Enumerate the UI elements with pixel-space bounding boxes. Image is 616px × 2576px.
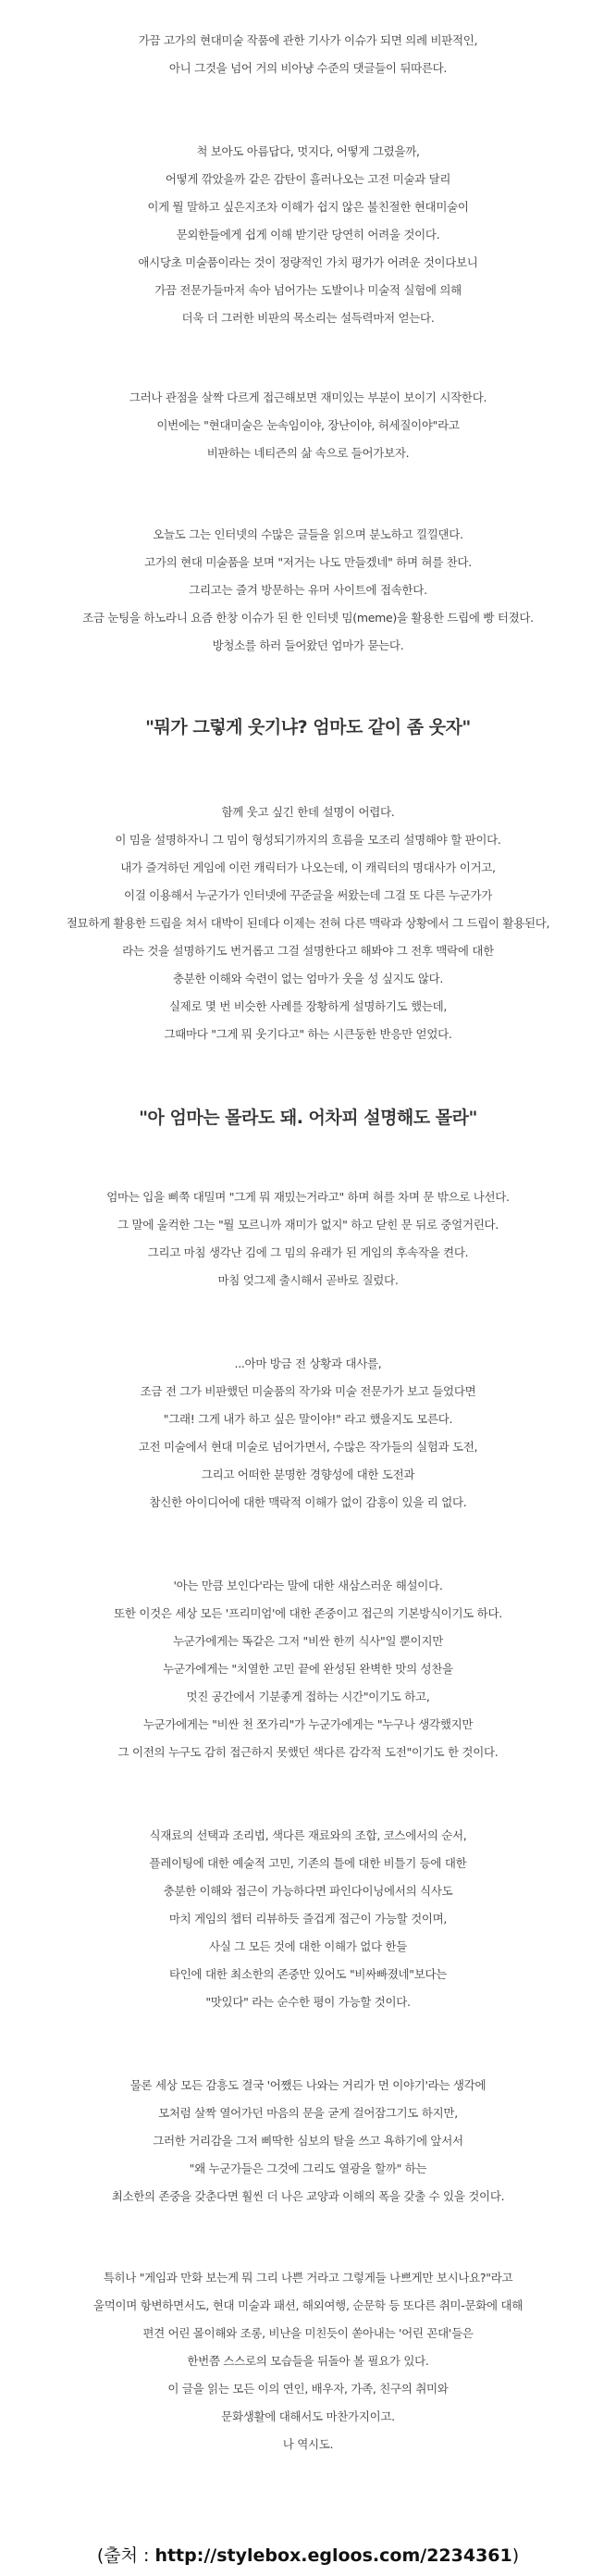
source-link[interactable]: http://stylebox.egloos.com/2234361	[154, 2545, 512, 2566]
text-line: 오늘도 그는 인터넷의 수많은 글들을 읽으며 분노하고 낄낄댄다.	[153, 527, 463, 541]
text-line: 함께 웃고 싶긴 한데 설명이 어렵다.	[221, 805, 395, 819]
text-line: 문화생활에 대해서도 마찬가지이고.	[221, 2409, 395, 2423]
text-line: 또한 이것은 세상 모든 '프리미엄'에 대한 존중이고 접근의 기본방식이기도 하다.	[114, 1606, 502, 1620]
text-line: 라는 것을 설명하기도 번거롭고 그걸 설명한다고 해봐야 그 전후 맥락에 대한	[122, 944, 494, 958]
text-line: 그 말에 울컥한 그는 "뭘 모르니까 재미가 없지" 하고 닫힌 문 뒤로 중얼거린다.	[117, 1218, 499, 1232]
text-line: 그러한 거리감을 그저 삐딱한 심보의 탈을 쓰고 욕하기에 앞서서	[153, 2134, 463, 2148]
text-line: '아는 만큼 보인다'라는 말에 대한 새삼스러운 해설이다.	[173, 1579, 443, 1592]
text-line: 한번쯤 스스로의 모습들을 뒤돌아 볼 필요가 있다.	[187, 2354, 429, 2368]
paragraph-meme-explanation	[0, 799, 616, 1048]
paragraph-classic-vs-modern	[0, 138, 616, 332]
text-line: 그리고 어떠한 분명한 경향성에 대한 도전과	[201, 1468, 415, 1481]
text-line: 실제로 몇 번 비슷한 사례를 장황하게 설명하기도 했는데,	[168, 999, 448, 1013]
text-line: 누군가에게는 "비싼 천 쪼가리"가 누군가에게는 "누구나 생각했지만	[142, 1717, 474, 1731]
text-line: 조금 눈팅을 하노라니 요즘 한창 이슈가 된 한 인터넷 밈(meme)을 활용한 드립에 빵 터졌다.	[82, 611, 534, 625]
paragraph-mom-reaction	[0, 1183, 616, 1294]
source-prefix: (출처 :	[96, 2545, 155, 2566]
text-line: 어떻게 깎았을까 같은 감탄이 흘러나오는 고전 미술과 달리	[165, 172, 451, 186]
text-line: 그러나 관점을 살짝 다르게 접근해보면 재미있는 부분이 보이기 시작한다.	[129, 390, 487, 404]
text-line: 충분한 이해와 접근이 가능하다면 파인다이닝에서의 식사도	[163, 1884, 453, 1898]
text-line: 내가 즐겨하던 게임에 이런 캐릭터가 나오는데, 이 캐릭터의 명대사가 이거고,	[120, 861, 496, 874]
text-line: 엄마는 입을 삐쭉 대밀며 "그게 뭐 재밌는거라고" 하며 혀를 차며 문 밖으로 나선다.	[106, 1190, 510, 1204]
text-line: "왜 누군가들은 그것에 그리도 열광을 할까" 하는	[189, 2161, 427, 2175]
text-line: 그 이전의 누구도 감히 접근하지 못했던 색다른 감각적 도전"이기도 한 것이다.	[117, 1745, 499, 1759]
text-line: 최소한의 존중을 갖춘다면 훨씬 더 나은 교양과 이해의 폭을 갖출 수 있을 것이다.	[111, 2189, 505, 2203]
text-line: 절묘하게 활용한 드립을 쳐서 대박이 된데다 이제는 전혀 다른 맥락과 상황에서 그 드립이 활용된다,	[66, 916, 550, 930]
paragraph-artist-perspective	[0, 1350, 616, 1517]
paragraph-fine-dining	[0, 1822, 616, 2016]
text-line: 아니 그것을 넘어 거의 비아냥 수준의 댓글들이 뒤따른다.	[168, 61, 448, 75]
text-line: 그리고는 즐겨 방문하는 유머 사이트에 접속한다.	[189, 583, 427, 597]
text-line: 타인에 대한 최소한의 존중만 있어도 "비싸빠졌네"보다는	[168, 1967, 448, 1981]
text-line: ...아마 방금 전 상황과 대사를,	[234, 1356, 382, 1370]
text-line: 애시당초 미술품이라는 것이 정량적인 가치 평가가 어려운 것이다보니	[138, 255, 478, 269]
source-citation	[0, 2542, 616, 2570]
text-line: "맛있다" 라는 순수한 평이 가능할 것이다.	[205, 1995, 411, 2009]
text-line: 마치 게임의 챕터 리뷰하듯 즐겁게 접근이 가능할 것이며,	[168, 1912, 448, 1926]
text-line: 고전 미술에서 현대 미술로 넘어가면서, 수많은 작가들의 실험과 도전,	[138, 1440, 478, 1454]
text-line: 척 보아도 아름답다, 멋지다, 어떻게 그렸을까,	[196, 144, 420, 158]
text-line: 방청소를 하러 들어왔던 엄마가 묻는다.	[212, 638, 404, 652]
paragraph-new-perspective	[0, 384, 616, 467]
quote-heading-mom-question: "뭐가 그렇게 웃기냐? 엄마도 같이 좀 웃자"	[145, 717, 471, 737]
text-line: 모처럼 살짝 열어가던 마음의 문을 굳게 걸어잠그기도 하지만,	[158, 2106, 458, 2120]
text-line: 마침 엊그제 출시해서 곧바로 질렀다.	[217, 1273, 399, 1287]
text-line: 이번에는 "현대미술은 눈속임이야, 장난이야, 허세질이야"라고	[156, 418, 460, 432]
text-line: 이걸 이용해서 누군가가 인터넷에 꾸준글을 써왔는데 그걸 또 다른 누군가가	[123, 888, 493, 902]
text-line: 물론 세상 모든 감흥도 결국 '어쨌든 나와는 거리가 먼 이야기'라는 생각에	[129, 2078, 487, 2092]
text-line: 그리고 마침 생각난 김에 그 밈의 유래가 된 게임의 후속작을 켠다.	[147, 1245, 469, 1259]
text-line: 더욱 더 그러한 비판의 목소리는 설득력마저 얻는다.	[181, 311, 435, 325]
text-line: 특히나 "게임과 만화 보는게 뭐 그리 나쁜 거라고 그렇게들 나쁘게만 보시나요?"라고	[103, 2271, 513, 2285]
text-line: 비판하는 네티즌의 삶 속으로 들어가보자.	[206, 446, 410, 460]
text-line: 조금 전 그가 비판했던 미술품의 작가와 미술 전문가가 보고 들었다면	[140, 1384, 476, 1398]
text-line: 플레이팅에 대한 예술적 고민, 기존의 틀에 대한 비틀기 등에 대한	[149, 1856, 467, 1870]
text-line: 이게 뭘 말하고 싶은지조차 이해가 쉽지 않은 불친절한 현대미술이	[147, 200, 469, 214]
text-line: "그래! 그게 내가 하고 싶은 말이야!" 라고 했을지도 모른다.	[163, 1412, 453, 1426]
text-line: 울먹이며 항변하면서도, 현대 미술과 패션, 해외여행, 순문학 등 또다른 취미-문화에 대해	[92, 2298, 524, 2312]
text-line: 이 글을 읽는 모든 이의 연인, 배우자, 가족, 친구의 취미와	[167, 2382, 449, 2396]
quote-heading-son-answer: "아 엄마는 몰라도 돼. 어차피 설명해도 몰라"	[139, 1108, 477, 1128]
text-line: 나 역시도.	[282, 2437, 334, 2451]
paragraph-intro	[0, 27, 616, 82]
text-line: 참신한 아이디어에 대한 맥락적 이해가 없이 감흥이 있을 리 없다.	[149, 1495, 467, 1509]
paragraph-premium-respect	[0, 1572, 616, 1766]
text-line: 충분한 이해와 숙련이 없는 엄마가 웃을 성 싶지도 않다.	[172, 972, 444, 985]
text-line: 고가의 현대 미술품을 보며 "저거는 나도 만들겠네" 하며 혀를 찬다.	[144, 555, 472, 569]
text-line: 멋진 공간에서 기분좋게 접하는 시간"이기도 하고,	[186, 1690, 430, 1703]
text-line: 누군가에게는 똑같은 그저 "비싼 한끼 식사"일 뿐이지만	[173, 1634, 443, 1648]
paragraph-minimum-respect	[0, 2072, 616, 2211]
text-line: 문외한들에게 쉽게 이해 받기란 당연히 어려울 것이다.	[176, 228, 440, 242]
source-suffix: )	[511, 2545, 520, 2566]
text-line: 그때마다 "그게 뭐 웃기다고" 하는 시큰둥한 반응만 얻었다.	[164, 1027, 452, 1041]
text-line: 편견 어린 몰이해와 조롱, 비난을 미친듯이 쏟아내는 '어린 꼰대'들은	[142, 2326, 474, 2340]
text-line: 식재료의 선택과 조리법, 색다른 재료와의 조합, 코스에서의 순서,	[149, 1828, 467, 1842]
text-line: 사실 그 모든 것에 대한 이해가 없다 한들	[208, 1939, 408, 1953]
text-line: 가끔 전문가들마저 속아 넘어가는 도발이나 미술적 실험에 의해	[154, 283, 462, 297]
text-line: 누군가에게는 "치열한 고민 끝에 완성된 완벽한 맛의 성찬을	[163, 1662, 453, 1676]
text-line: 가끔 고가의 현대미술 작품에 관한 기사가 이슈가 되면 의례 비판적인,	[138, 33, 478, 47]
paragraph-netizen-story	[0, 521, 616, 660]
paragraph-young-kkondae	[0, 2264, 616, 2458]
text-line: 이 밈을 설명하자니 그 밈이 형성되기까지의 흐름을 모조리 설명해야 할 판이다.	[115, 833, 501, 847]
